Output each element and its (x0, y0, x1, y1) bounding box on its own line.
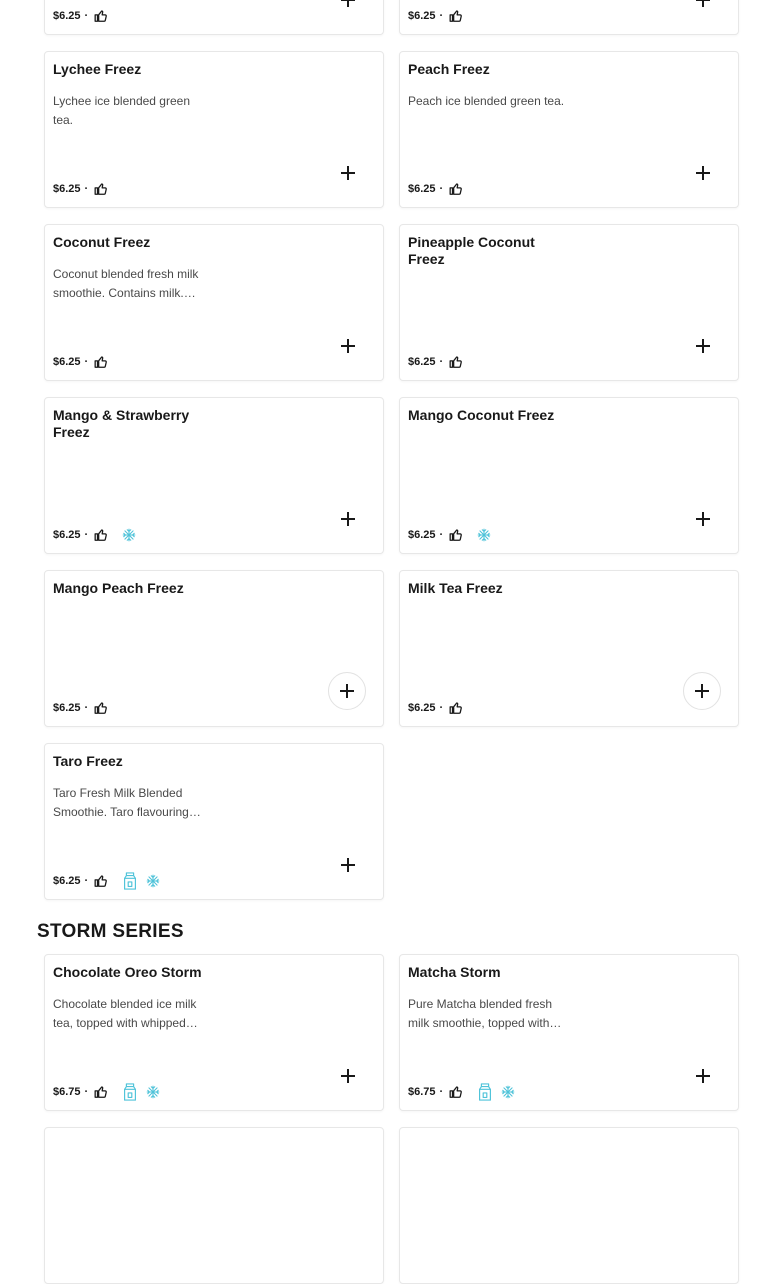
item-meta (53, 527, 136, 543)
snowflake-icon (501, 1085, 515, 1099)
plus-icon (695, 1068, 711, 1084)
plus-icon (340, 1068, 356, 1084)
section-title: STORM SERIES (37, 921, 184, 942)
add-to-cart-button[interactable] (685, 1058, 721, 1094)
menu-item-card[interactable] (44, 743, 384, 900)
milk-carton-icon (122, 872, 138, 890)
item-price: $6.25 (408, 529, 436, 541)
item-name: Mango Coconut Freez (408, 407, 555, 423)
item-price: $6.25 (53, 529, 81, 541)
menu-item-card[interactable] (399, 51, 739, 208)
item-meta (408, 527, 491, 543)
item-name: Peach Freez (408, 61, 490, 77)
plus-icon (340, 511, 356, 527)
thumbs-up-icon (449, 182, 463, 196)
thumbs-up-icon (94, 9, 108, 23)
item-meta (53, 873, 160, 889)
menu-item-card[interactable] (44, 397, 384, 554)
thumbs-up-icon (449, 1085, 463, 1099)
item-price: $6.25 (408, 356, 436, 368)
item-price: $6.25 (53, 356, 81, 368)
item-name: Mango Peach Freez (53, 580, 184, 596)
item-meta (53, 181, 114, 197)
separator-dot: · (439, 356, 444, 368)
item-meta (53, 8, 114, 24)
thumbs-up-icon (94, 182, 108, 196)
menu-item-card[interactable] (44, 224, 384, 381)
add-to-cart-button[interactable] (330, 1058, 366, 1094)
separator-dot: · (84, 875, 89, 887)
add-to-cart-button[interactable] (683, 672, 721, 710)
item-meta (408, 700, 469, 716)
add-to-cart-button[interactable] (330, 328, 366, 364)
item-name: Lychee Freez (53, 61, 142, 77)
item-meta (408, 181, 469, 197)
item-name: Chocolate Oreo Storm (53, 964, 202, 980)
menu-item-card[interactable] (44, 570, 384, 727)
add-to-cart-button[interactable] (330, 0, 366, 18)
separator-dot: · (439, 183, 444, 195)
separator-dot: · (84, 702, 89, 714)
plus-icon (695, 338, 711, 354)
thumbs-up-icon (449, 701, 463, 715)
item-price: $6.75 (408, 1086, 436, 1098)
menu-item-card[interactable] (399, 0, 739, 35)
item-description: Taro Fresh Milk Blended Smoothie. Taro flavouring… (53, 786, 201, 819)
plus-icon (340, 165, 356, 181)
thumbs-up-icon (94, 355, 108, 369)
item-description: Chocolate blended ice milk tea, topped with whipped… (53, 997, 198, 1030)
thumbs-up-icon (449, 528, 463, 542)
thumbs-up-icon (94, 701, 108, 715)
separator-dot: · (439, 702, 444, 714)
item-description: Peach ice blended green tea. (408, 94, 565, 108)
plus-icon (340, 338, 356, 354)
separator-dot: · (439, 1086, 444, 1098)
item-price: $6.25 (408, 10, 436, 22)
menu-item-card[interactable] (44, 954, 384, 1111)
item-name: Coconut Freez (53, 234, 151, 250)
menu-item-card[interactable] (399, 954, 739, 1111)
item-name: Pineapple Coconut Freez (408, 234, 535, 267)
plus-icon (695, 511, 711, 527)
separator-dot: · (84, 1086, 89, 1098)
item-name: Milk Tea Freez (408, 580, 503, 596)
menu-item-card[interactable] (44, 51, 384, 208)
item-price: $6.25 (53, 183, 81, 195)
add-to-cart-button[interactable] (685, 501, 721, 537)
item-price: $6.25 (53, 702, 81, 714)
item-meta (408, 1084, 515, 1100)
item-meta (408, 354, 469, 370)
add-to-cart-button[interactable] (685, 155, 721, 191)
item-price: $6.25 (408, 183, 436, 195)
separator-dot: · (439, 529, 444, 541)
thumbs-up-icon (94, 874, 108, 888)
item-name: Matcha Storm (408, 964, 501, 980)
plus-icon (694, 683, 710, 699)
item-price: $6.25 (53, 10, 81, 22)
milk-carton-icon (122, 1083, 138, 1101)
menu-item-card[interactable] (399, 570, 739, 727)
thumbs-up-icon (94, 1085, 108, 1099)
item-meta (53, 700, 114, 716)
item-meta (408, 8, 469, 24)
thumbs-up-icon (94, 528, 108, 542)
add-to-cart-button[interactable] (330, 847, 366, 883)
item-price: $6.25 (408, 702, 436, 714)
item-meta (53, 354, 114, 370)
separator-dot: · (84, 183, 89, 195)
item-description: Lychee ice blended green tea. (53, 94, 190, 127)
add-to-cart-button[interactable] (685, 328, 721, 364)
add-to-cart-button[interactable] (330, 155, 366, 191)
menu-item-card[interactable] (399, 397, 739, 554)
menu-item-card[interactable] (399, 1127, 739, 1284)
separator-dot: · (84, 356, 89, 368)
snowflake-icon (122, 528, 136, 542)
add-to-cart-button[interactable] (685, 0, 721, 18)
add-to-cart-button[interactable] (328, 672, 366, 710)
plus-icon (339, 683, 355, 699)
snowflake-icon (477, 528, 491, 542)
separator-dot: · (84, 10, 89, 22)
item-description: Pure Matcha blended fresh milk smoothie, topped with… (408, 997, 562, 1030)
item-price: $6.25 (53, 875, 81, 887)
item-name: Mango & Strawberry Freez (53, 407, 190, 440)
thumbs-up-icon (449, 9, 463, 23)
plus-icon (340, 0, 356, 8)
plus-icon (340, 857, 356, 873)
item-price: $6.75 (53, 1086, 81, 1098)
thumbs-up-icon (449, 355, 463, 369)
separator-dot: · (439, 10, 444, 22)
item-name: Taro Freez (53, 753, 123, 769)
plus-icon (695, 165, 711, 181)
plus-icon (695, 0, 711, 8)
menu-item-card[interactable] (399, 224, 739, 381)
menu-item-card[interactable] (44, 1127, 384, 1284)
snowflake-icon (146, 874, 160, 888)
separator-dot: · (84, 529, 89, 541)
menu-item-card[interactable] (44, 0, 384, 35)
snowflake-icon (146, 1085, 160, 1099)
milk-carton-icon (477, 1083, 493, 1101)
add-to-cart-button[interactable] (330, 501, 366, 537)
item-description: Coconut blended fresh milk smoothie. Contains milk.… (53, 267, 199, 300)
item-meta (53, 1084, 160, 1100)
